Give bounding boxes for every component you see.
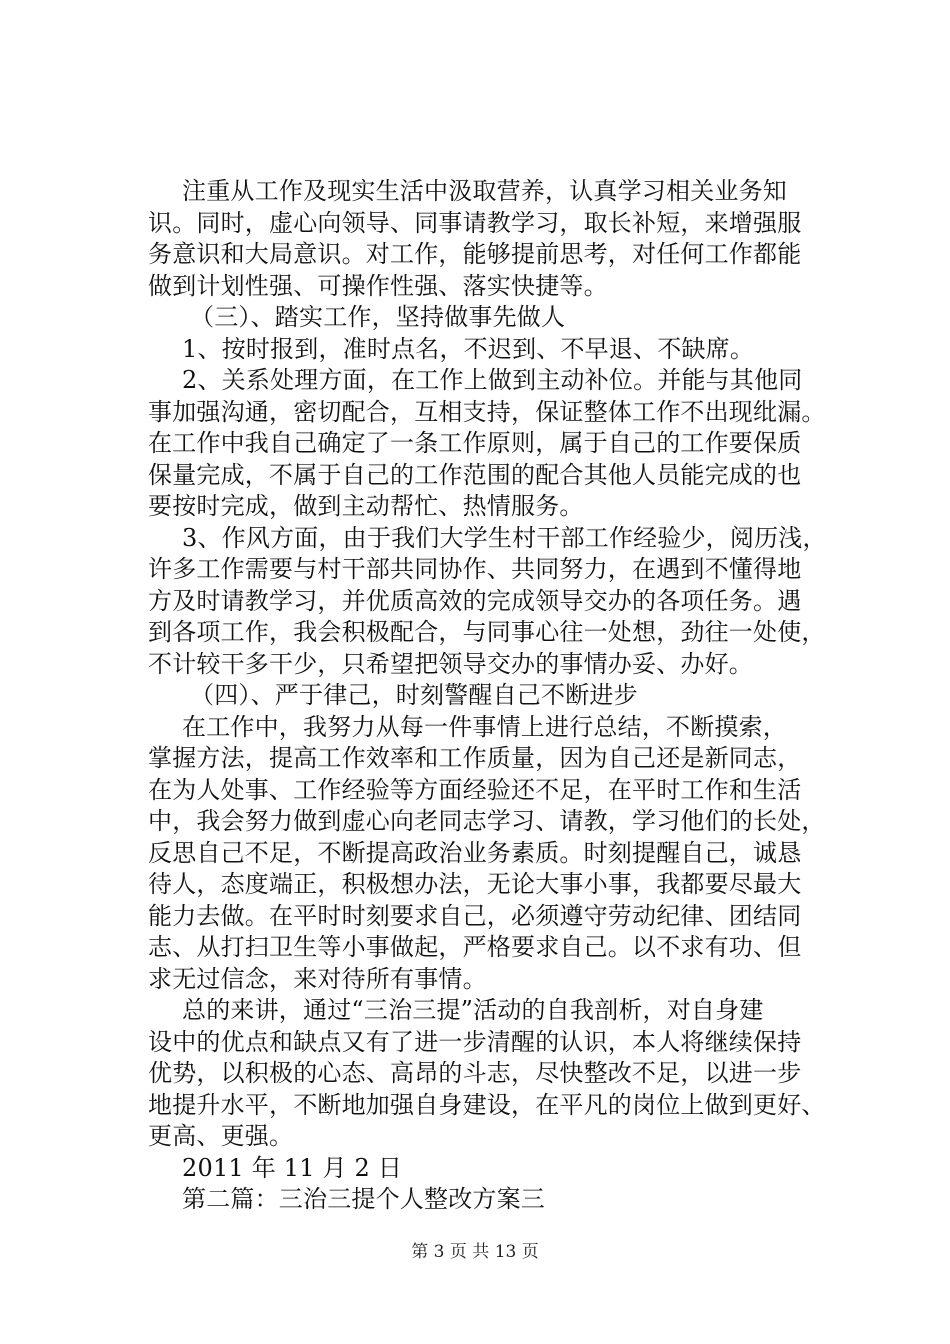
paragraph-line: 在工作中，我努力从每一件事情上进行总结，不断摸索， bbox=[182, 712, 787, 741]
paragraph-line: 反思自己不足，不断提高政治业务素质。时刻提醒自己，诚恳 bbox=[148, 838, 802, 867]
paragraph-line: 1、按时报到，准时点名，不迟到、不早退、不缺席。 bbox=[182, 334, 755, 363]
paragraph-line: 3、作风方面，由于我们大学生村干部工作经验少，阅历浅， bbox=[182, 523, 827, 552]
paragraph-line: 不计较干多干少，只希望把领导交办的事情办妥、办好。 bbox=[148, 649, 753, 678]
date-line: 2011 年 11 月 2 日 bbox=[182, 1153, 403, 1182]
paragraph-line: 求无过信念，来对待所有事情。 bbox=[148, 964, 487, 993]
paragraph-line: 总的来讲，通过“三治三提”活动的自我剖析，对自身建 bbox=[182, 996, 764, 1024]
paragraph-line: 方及时请教学习，并优质高效的完成领导交办的各项任务。遇 bbox=[148, 586, 802, 615]
paragraph-line: 能力去做。在平时时刻要求自己，必须遵守劳动纪律、团结同 bbox=[148, 901, 802, 930]
paragraph-line: 务意识和大局意识。对工作，能够提前思考，对任何工作都能 bbox=[148, 240, 802, 268]
section-heading: （四）、严于律己，时刻警醒自己不断进步 bbox=[190, 681, 638, 709]
paragraph-line: 待人，态度端正，积极想办法，无论大事小事，我都要尽最大 bbox=[148, 870, 802, 898]
paragraph-line: 地提升水平，不断地加强自身建设，在平凡的岗位上做到更好、 bbox=[148, 1090, 826, 1119]
paragraph-line: 许多工作需要与村干部共同协作、共同努力，在遇到不懂得地 bbox=[148, 555, 802, 583]
paragraph-line: 到各项工作，我会积极配合，与同事心往一处想，劲往一处使， bbox=[148, 618, 826, 646]
page-number-footer: 第 3 页 共 13 页 bbox=[411, 1242, 539, 1262]
paragraph-line: 优势，以积极的心态、高昂的斗志，尽快整改不足，以进一步 bbox=[148, 1059, 802, 1087]
paragraph-line: 事加强沟通，密切配合，互相支持，保证整体工作不出现纰漏。 bbox=[148, 397, 826, 426]
paragraph-line: 做到计划性强、可操作性强、落实快捷等。 bbox=[148, 271, 608, 300]
paragraph-line: 更高、更强。 bbox=[148, 1122, 294, 1150]
paragraph-line: 要按时完成，做到主动帮忙、热情服务。 bbox=[148, 492, 584, 520]
paragraph-line: 识。同时，虚心向领导、同事请教学习，取长补短，来增强服 bbox=[148, 208, 802, 237]
paragraph-line: 2、关系处理方面，在工作上做到主动补位。并能与其他同 bbox=[182, 366, 803, 394]
section-heading: （三）、踏实工作，坚持做事先做人 bbox=[190, 303, 566, 331]
paragraph-line: 掌握方法，提高工作效率和工作质量，因为自己还是新同志， bbox=[148, 744, 802, 772]
paragraph-line: 在工作中我自己确定了一条工作原则，属于自己的工作要保质 bbox=[148, 429, 802, 457]
document-body bbox=[148, 176, 838, 1216]
paragraph-line: 中，我会努力做到虚心向老同志学习、请教，学习他们的长处， bbox=[148, 807, 826, 835]
paragraph-line: 保量完成，不属于自己的工作范围的配合其他人员能完成的也 bbox=[148, 460, 802, 489]
paragraph-line: 在为人处事、工作经验等方面经验还不足，在平时工作和生活 bbox=[148, 775, 802, 804]
paragraph-line: 志、从打扫卫生等小事做起，严格要求自己。以不求有功、但 bbox=[148, 933, 802, 961]
paragraph-line: 注重从工作及现实生活中汲取营养，认真学习相关业务知 bbox=[182, 177, 787, 205]
paragraph-line: 设中的优点和缺点又有了进一步清醒的认识，本人将继续保持 bbox=[148, 1027, 802, 1056]
chapter-title: 第二篇：三治三提个人整改方案三 bbox=[182, 1185, 545, 1213]
